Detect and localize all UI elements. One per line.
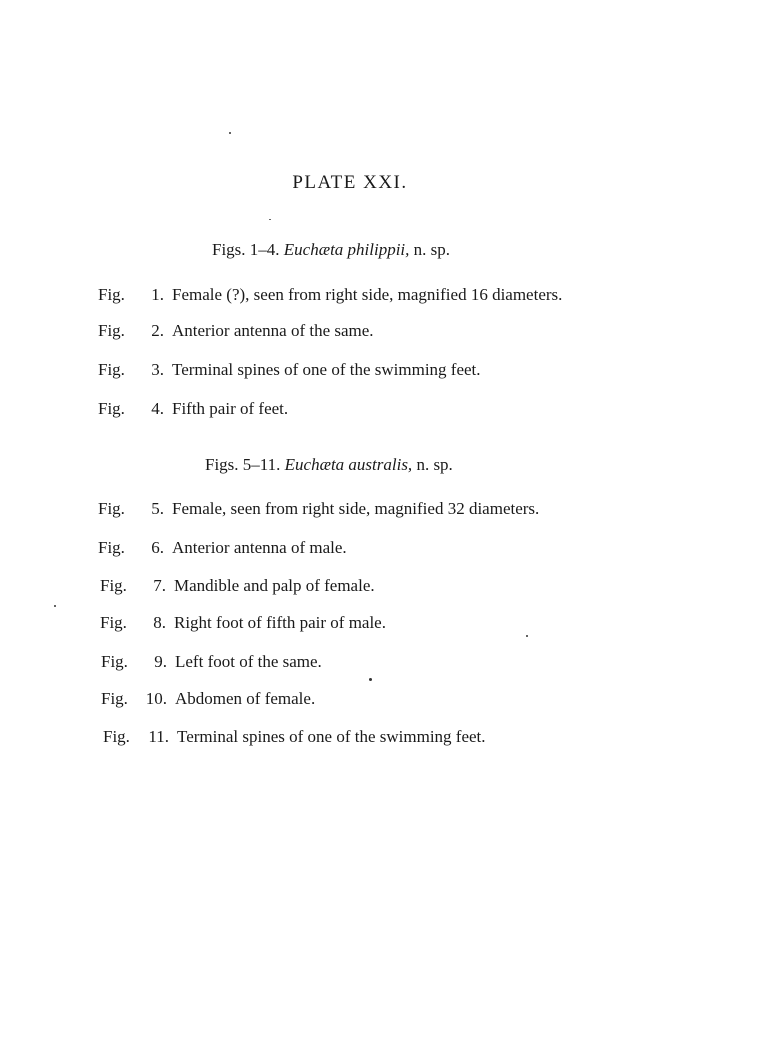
fig-number: 9.	[154, 652, 167, 671]
fig-number: 3.	[151, 360, 164, 379]
fig-number: 8.	[153, 613, 166, 632]
fig-caption: Fifth pair of feet.	[172, 399, 289, 418]
fig-number: 1.	[151, 285, 164, 304]
fig-caption: Terminal spines of one of the swimming feet.	[177, 727, 486, 746]
species-name: Euchæta australis,	[284, 455, 413, 474]
group-heading-1	[212, 240, 450, 260]
fig-caption: Left foot of the same.	[175, 652, 322, 671]
species-note: n. sp.	[413, 240, 451, 259]
figure-caption-row	[98, 399, 288, 419]
species-note: n. sp.	[416, 455, 453, 474]
fig-number: 4.	[151, 399, 164, 418]
print-speck	[269, 219, 271, 220]
figure-caption-row	[101, 652, 322, 672]
plate-title: PLATE XXI.	[292, 172, 408, 193]
fig-caption: Female, seen from right side, magnified 32 diameters.	[172, 499, 540, 518]
figs-label: Figs. 5–11.	[205, 455, 281, 474]
fig-word: Fig.	[101, 689, 128, 708]
fig-word: Fig.	[100, 613, 127, 632]
print-speck	[54, 605, 56, 607]
fig-word: Fig.	[100, 576, 127, 595]
figure-caption-row	[101, 689, 315, 709]
fig-word: Fig.	[98, 360, 125, 379]
species-name: Euchæta philippii,	[283, 240, 410, 259]
fig-number: 10.	[145, 689, 167, 708]
fig-caption: Right foot of fifth pair of male.	[174, 613, 386, 632]
fig-word: Fig.	[101, 652, 128, 671]
print-speck	[369, 678, 372, 681]
figure-caption-row	[100, 613, 386, 633]
fig-number: 2.	[151, 321, 164, 340]
figure-caption-row	[98, 499, 539, 519]
figs-label: Figs. 1–4.	[212, 240, 280, 259]
fig-number: 5.	[151, 499, 164, 518]
figure-caption-row	[98, 321, 374, 341]
figure-caption-row	[100, 576, 375, 596]
fig-caption: Anterior antenna of the same.	[172, 321, 374, 340]
fig-number: 7.	[153, 576, 166, 595]
figure-caption-row	[98, 285, 562, 305]
fig-number: 6.	[151, 538, 164, 557]
figure-caption-row	[103, 727, 486, 747]
fig-caption: Terminal spines of one of the swimming feet.	[172, 360, 481, 379]
fig-caption: Abdomen of female.	[175, 689, 316, 708]
fig-word: Fig.	[98, 499, 125, 518]
figure-caption-row	[98, 360, 481, 380]
fig-word: Fig.	[98, 285, 125, 304]
print-speck	[526, 635, 528, 637]
fig-number: 11.	[148, 727, 169, 746]
fig-caption: Mandible and palp of female.	[174, 576, 375, 595]
fig-word: Fig.	[98, 538, 125, 557]
fig-word: Fig.	[98, 399, 125, 418]
figure-caption-row	[98, 538, 347, 558]
fig-caption: Female (?), seen from right side, magnified 16 diameters.	[172, 285, 563, 304]
fig-word: Fig.	[98, 321, 125, 340]
fig-caption: Anterior antenna of male.	[172, 538, 347, 557]
print-speck	[229, 132, 231, 134]
group-heading-2	[205, 455, 453, 475]
fig-word: Fig.	[103, 727, 130, 746]
